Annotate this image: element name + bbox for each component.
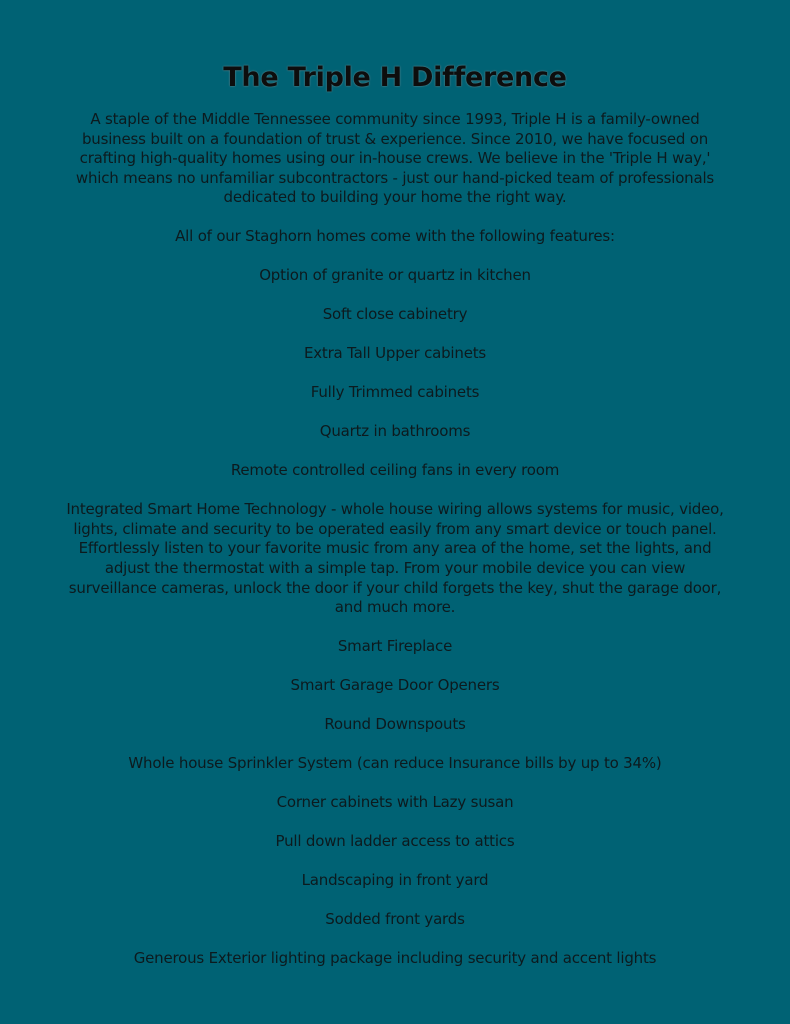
feature-item: Whole house Sprinkler System (can reduce Insurance bills by up to 34%) — [128, 754, 662, 773]
feature-item: Round Downspouts — [324, 715, 466, 734]
feature-item: Corner cabinets with Lazy susan — [276, 793, 514, 812]
feature-item: Remote controlled ceiling fans in every room — [230, 461, 560, 480]
feature-item: Pull down ladder access to attics — [275, 832, 515, 851]
feature-item: Fully Trimmed cabinets — [310, 383, 480, 402]
page-title: The Triple H Difference — [223, 62, 567, 93]
feature-item: Option of granite or quartz in kitchen — [259, 266, 531, 285]
feature-item: Quartz in bathrooms — [319, 422, 471, 441]
feature-item: Sodded front yards — [325, 910, 465, 929]
intro-paragraph: A staple of the Middle Tennessee community since 1993, Triple H is a family-owned business built on a foundation of trust & experience. Since 2010, we have focused on crafting high-quality homes using our in-house crews. We believe in the 'Triple H way,' which means no unfamiliar subcontractors - just our hand-picked team of professionals dedicated to building your home the right way. — [75, 110, 715, 207]
feature-item: Extra Tall Upper cabinets — [303, 344, 487, 363]
feature-item: Smart Fireplace — [337, 637, 453, 656]
feature-item: Landscaping in front yard — [301, 871, 489, 890]
feature-item: Smart Garage Door Openers — [290, 676, 500, 695]
feature-item: Generous Exterior lighting package including security and accent lights — [133, 949, 657, 968]
smart-home-paragraph: Integrated Smart Home Technology - whole house wiring allows systems for music, video, lights, climate and security to be operated easily from any smart device or touch panel. Effortlessly listen to your favorite music from any area of the home, set the lights, and adjust the thermostat with a simple tap. From your mobile device you can view surveillance cameras, unlock the door if your child forgets the key, shut the garage door, and much more. — [66, 500, 724, 617]
features-heading: All of our Staghorn homes come with the following features: — [175, 227, 615, 246]
feature-item: Soft close cabinetry — [322, 305, 468, 324]
